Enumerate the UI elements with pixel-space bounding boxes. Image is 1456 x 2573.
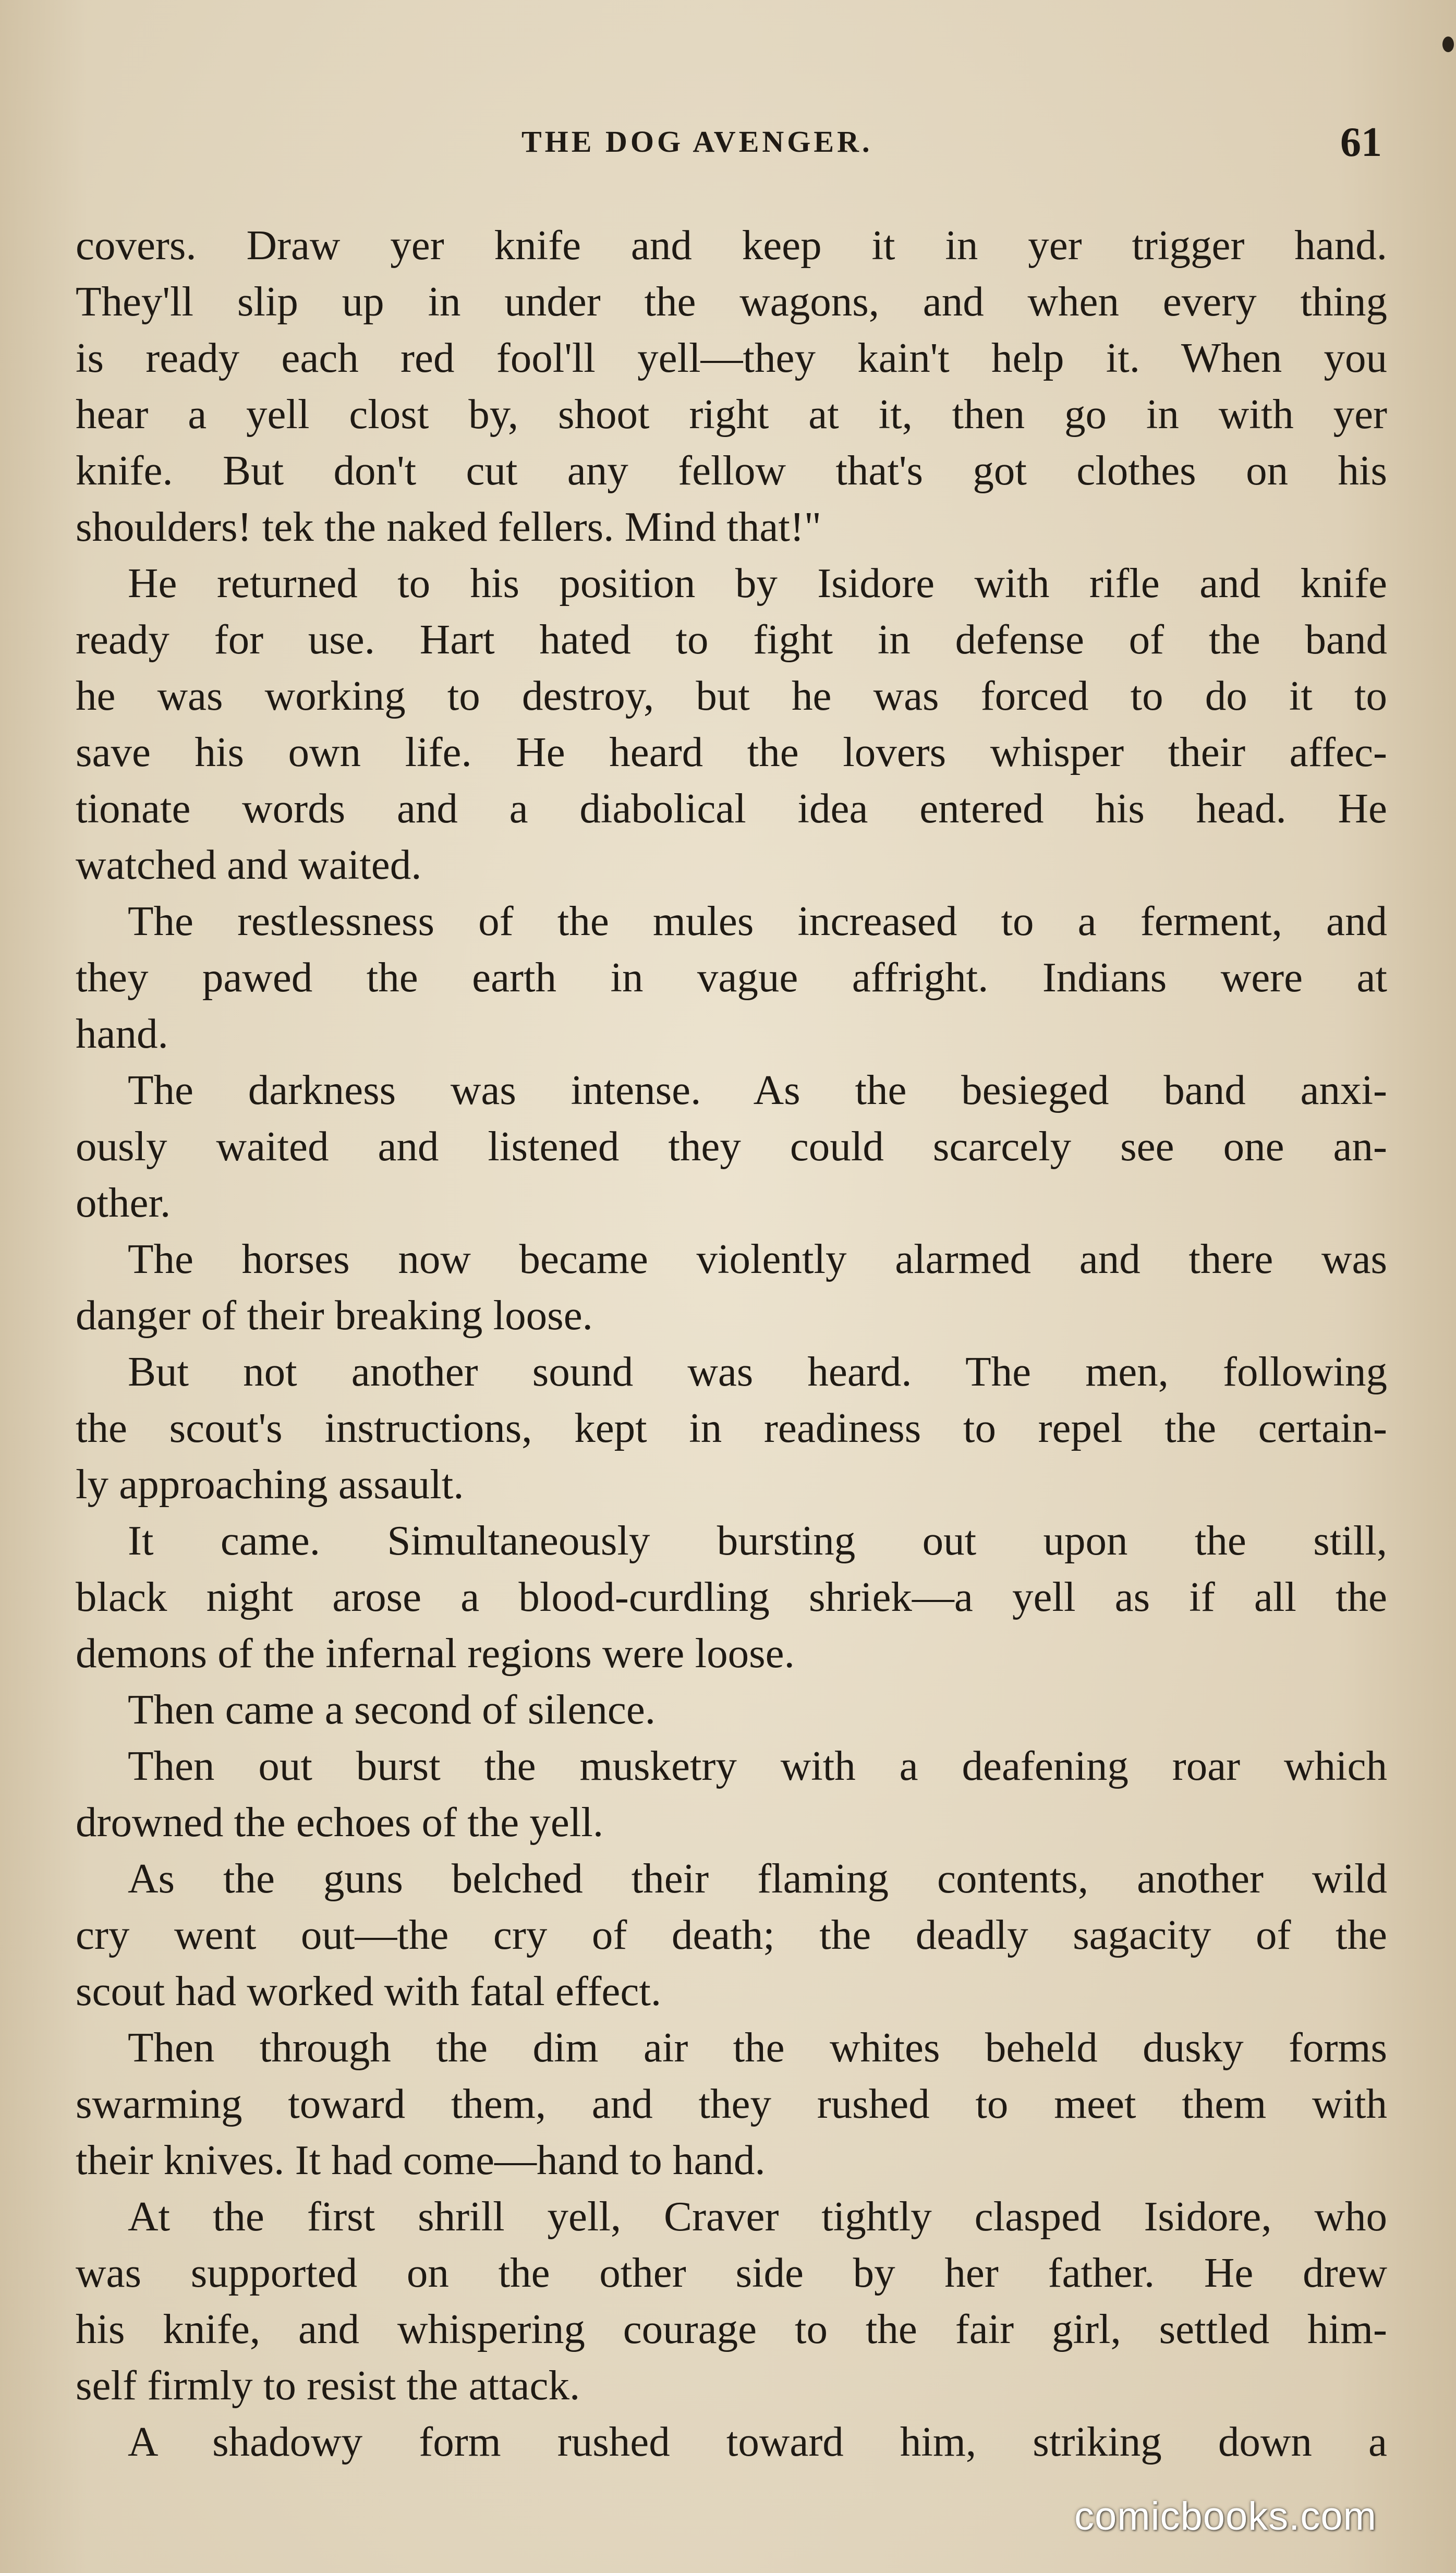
text-line: they pawed the earth in vague affright. Indians were at: [76, 954, 1387, 1001]
text-line: shoulders! tek the naked fellers. Mind that!": [76, 503, 821, 550]
text-line: Then came a second of silence.: [128, 1686, 656, 1733]
text-line: save his own life. He heard the lovers whisper their affec-: [76, 729, 1387, 775]
text-line: The restlessness of the mules increased to a ferment, and: [128, 897, 1387, 944]
text-line: he was working to destroy, but he was forced to do it to: [76, 672, 1387, 719]
text-line: It came. Simultaneously bursting out upon the still,: [128, 1517, 1387, 1564]
ink-speck: [1442, 37, 1454, 52]
text-line: The darkness was intense. As the besieged band anxi-: [128, 1066, 1387, 1113]
text-line: The horses now became violently alarmed and there was: [128, 1235, 1387, 1282]
text-line: They'll slip up in under the wagons, and when every thing: [76, 278, 1387, 325]
text-line: other.: [76, 1179, 171, 1226]
body-text: [76, 217, 1387, 2470]
text-line: But not another sound was heard. The men, following: [128, 1348, 1387, 1395]
text-line: swarming toward them, and they rushed to meet them with: [76, 2080, 1387, 2127]
text-line: his knife, and whispering courage to the fair girl, settled him-: [76, 2305, 1387, 2352]
text-line: A shadowy form rushed toward him, striking down a: [128, 2418, 1387, 2465]
text-line: self firmly to resist the attack.: [76, 2362, 580, 2409]
text-line: scout had worked with fatal effect.: [76, 1968, 662, 2014]
text-line: their knives. It had come—hand to hand.: [76, 2137, 766, 2183]
text-line: watched and waited.: [76, 841, 422, 888]
text-line: knife. But don't cut any fellow that's got clothes on his: [76, 447, 1387, 494]
text-line: tionate words and a diabolical idea entered his head. He: [76, 785, 1387, 832]
text-line: hear a yell clost by, shoot right at it, then go in with yer: [76, 391, 1387, 438]
text-line: ously waited and listened they could scarcely see one an-: [76, 1123, 1387, 1170]
text-line: was supported on the other side by her father. He drew: [76, 2249, 1387, 2296]
text-line: black night arose a blood-curdling shriek—a yell as if all the: [76, 1573, 1387, 1620]
text-line: At the first shrill yell, Craver tightly clasped Isidore, who: [128, 2193, 1387, 2240]
running-title: THE DOG AVENGER.: [521, 125, 873, 159]
watermark: comicbooks.com: [1074, 2494, 1377, 2539]
text-line: danger of their breaking loose.: [76, 1292, 593, 1339]
text-line: covers. Draw yer knife and keep it in yer trigger hand.: [76, 222, 1387, 269]
text-line: hand.: [76, 1010, 168, 1057]
text-line: As the guns belched their flaming contents, another wild: [128, 1855, 1387, 1902]
text-line: ready for use. Hart hated to fight in defense of the band: [76, 616, 1387, 663]
text-line: Then out burst the musketry with a deafening roar which: [128, 1742, 1387, 1789]
text-line: He returned to his position by Isidore with rifle and knife: [128, 560, 1387, 606]
text-line: is ready each red fool'll yell—they kain't help it. When you: [76, 334, 1387, 381]
page-number: 61: [1340, 119, 1382, 165]
text-line: cry went out—the cry of death; the deadly sagacity of the: [76, 1911, 1387, 1958]
text-line: demons of the infernal regions were loose.: [76, 1630, 795, 1677]
text-line: Then through the dim air the whites beheld dusky forms: [128, 2024, 1387, 2071]
text-line: drowned the echoes of the yell.: [76, 1799, 604, 1846]
text-line: ly approaching assault.: [76, 1461, 464, 1508]
text-line: the scout's instructions, kept in readiness to repel the certain-: [76, 1404, 1387, 1451]
running-head: [0, 119, 1456, 166]
